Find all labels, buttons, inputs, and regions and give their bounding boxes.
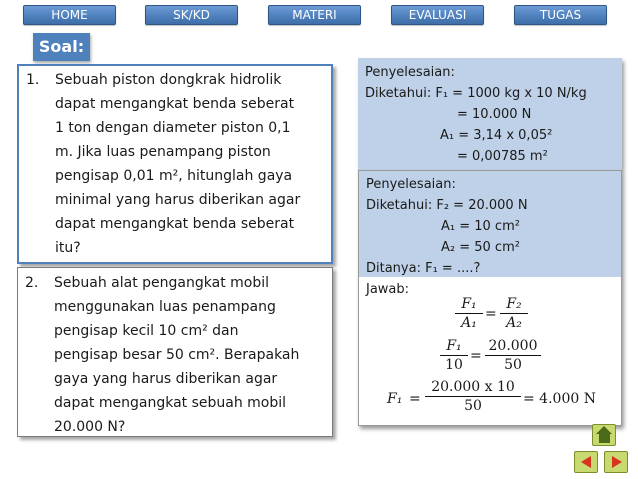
nav-evaluasi-button[interactable]: EVALUASI — [391, 5, 484, 25]
home-icon[interactable] — [592, 424, 616, 446]
question-1-line: 1 ton dengan diameter piston 0,1 — [55, 120, 291, 136]
question-2-line: pengisap besar 50 cm². Berapakah — [54, 347, 300, 363]
question-1-line: dapat mengangkat benda seberat — [55, 96, 295, 112]
question-2-line: dapat mengangkat sebuah mobil — [54, 395, 287, 411]
result-f1-symbol: F₁ — [387, 391, 403, 407]
question-1-line: itu? — [55, 240, 81, 256]
fraction-f1-10: $\frac{\text{F₁}}{10}$ — [440, 337, 468, 374]
solution-1-heading: Penyelesaian: — [365, 65, 455, 80]
question-1-line: minimal yang harus diberikan agar — [55, 192, 301, 208]
question-1-line: m. Jika luas penampang piston — [55, 144, 271, 160]
question-2-line: Sebuah alat pengangkat mobil — [54, 275, 269, 291]
solution-1-line: A₁ = 3,14 x 0,05² — [440, 128, 553, 143]
solution-2-heading: Penyelesaian: — [366, 177, 456, 192]
nav-home-button[interactable]: HOME — [23, 5, 116, 25]
question-2-line: menggunakan luas penampang — [54, 299, 276, 315]
nav-materi-button[interactable]: MATERI — [268, 5, 361, 25]
solution-2-answer-label: Jawab: — [366, 282, 410, 297]
question-2-number: 2. — [25, 275, 39, 291]
question-2-line: 20.000 N? — [54, 419, 126, 435]
fraction-20000-50: $\frac{20.000}{50}$ — [485, 337, 541, 374]
solution-2-line: Diketahui: F₂ = 20.000 N — [366, 198, 528, 213]
soal-label: Soal: — [33, 33, 90, 61]
equals-sign: = — [485, 306, 497, 322]
solution-2-line: A₂ = 50 cm² — [441, 240, 520, 255]
question-2-box — [17, 267, 333, 437]
top-nav — [0, 5, 638, 25]
solution-2-panel — [358, 170, 622, 426]
solution-2-asked: Ditanya: F₁ = ....? — [366, 261, 481, 276]
fraction-result: $\frac{20.000 x 10}{50}$ — [425, 378, 521, 415]
question-1-number: 1. — [26, 72, 40, 88]
arrow-left-icon[interactable] — [574, 451, 598, 473]
fraction-f2-a2: $\frac{\text{F₂}}{\text{A₂}}$ — [500, 295, 528, 332]
arrow-right-icon[interactable] — [604, 451, 628, 473]
question-1-line: dapat mengangkat benda seberat — [55, 216, 295, 232]
solution-1-panel — [358, 58, 622, 170]
equals-sign: = — [409, 391, 421, 407]
result-value: = 4.000 N — [523, 391, 596, 407]
equals-sign: = — [470, 348, 482, 364]
solution-2-line: A₁ = 10 cm² — [441, 219, 520, 234]
question-1-box — [17, 64, 333, 264]
fraction-f1-a1: $\frac{\text{F₁}}{\text{A₁}}$ — [455, 295, 483, 332]
question-2-line: pengisap kecil 10 cm² dan — [54, 323, 239, 339]
question-1-line: pengisap 0,01 m², hitunglah gaya — [55, 168, 293, 184]
nav-tugas-button[interactable]: TUGAS — [514, 5, 607, 25]
question-2-line: gaya yang harus diberikan agar — [54, 371, 278, 387]
nav-skkd-button[interactable]: SK/KD — [145, 5, 238, 25]
question-1-line: Sebuah piston dongkrak hidrolik — [55, 72, 282, 88]
solution-1-line: = 0,00785 m² — [457, 149, 548, 164]
solution-1-line: = 10.000 N — [457, 107, 532, 122]
solution-1-line: Diketahui: F₁ = 1000 kg x 10 N/kg — [365, 86, 587, 101]
